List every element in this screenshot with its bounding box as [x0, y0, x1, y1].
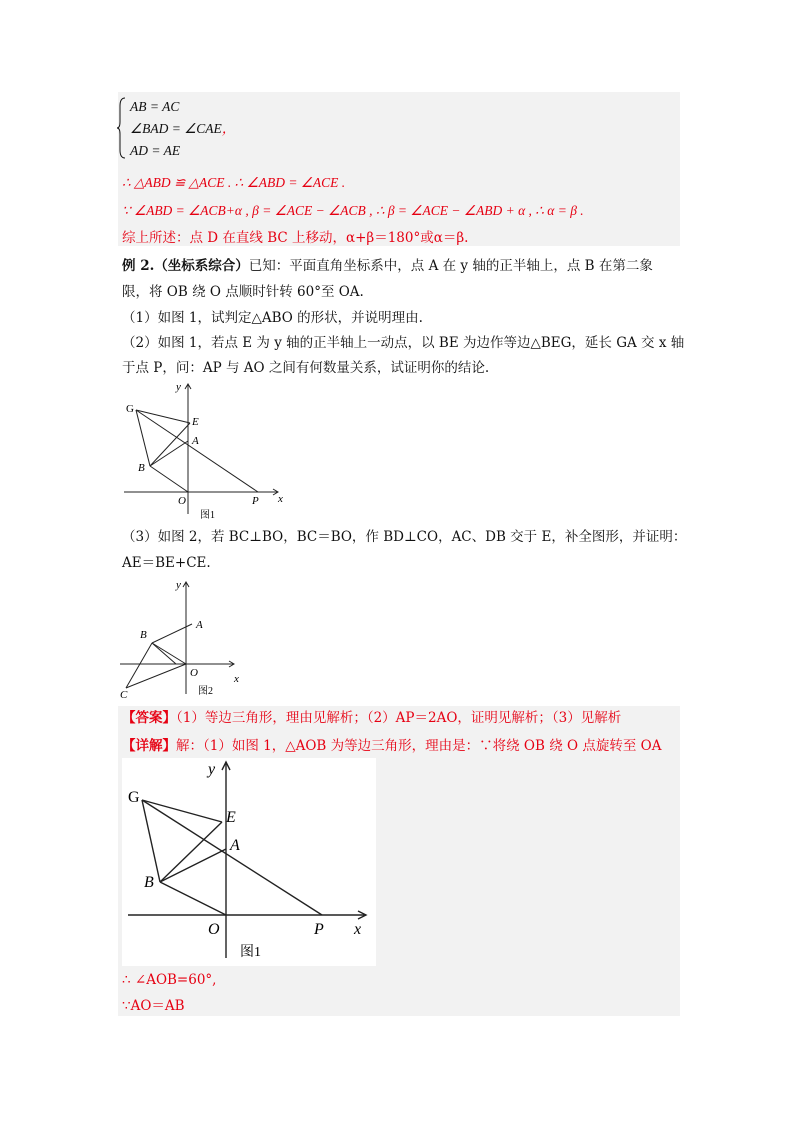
equation-2	[130, 119, 235, 139]
example-text-1: 已知：平面直角坐标系中，点 A 在 y 轴的正半轴上，点 B 在第二象	[248, 258, 653, 274]
fig3-label-e: E	[226, 809, 236, 826]
fig2-label-c: C	[120, 689, 128, 701]
fig3-label-g: G	[128, 789, 140, 806]
fig2-caption: 图2	[198, 686, 213, 697]
fig2-label-y: y	[176, 579, 181, 591]
fig2-label-b: B	[140, 629, 147, 641]
fig1-label-y: y	[176, 381, 181, 393]
fig1-label-e: E	[192, 416, 199, 428]
fig1-label-b: B	[138, 462, 145, 474]
example-tag: （坐标系综合）	[154, 258, 249, 274]
fig2-label-o: O	[190, 667, 198, 679]
fig3-label-b: B	[144, 874, 154, 891]
fig3-caption: 图1	[240, 945, 261, 960]
equation-2-text: ∠BAD = ∠CAE	[130, 121, 222, 136]
answer-tag: 【答案】	[122, 710, 176, 726]
solution-box-top	[118, 92, 680, 246]
congruence-line: ∴ △ABD ≌ △ACE . ∴ ∠ABD = ∠ACE .	[122, 175, 346, 190]
fig1-label-x: x	[278, 493, 283, 505]
question-1: （1）如图 1，试判定△ABO 的形状，并说明理由.	[122, 310, 423, 326]
question-2-a: （2）如图 1，若点 E 为 y 轴的正半轴上一动点，以 BE 为边作等边△BEG，延长 GA 交 x 轴	[122, 335, 685, 351]
question-2-b: 于点 P，问：AP 与 AO 之间有何数量关系，试证明你的结论.	[122, 360, 490, 376]
figure-1-large	[122, 758, 376, 966]
conclusion-1: ∴ ∠AOB=60°,	[122, 972, 217, 988]
question-3-a: （3）如图 2，若 BC⊥BO，BC＝BO，作 BD⊥CO，AC、DB 交于 E，补全图形，并证明：	[122, 529, 687, 545]
fig2-label-a: A	[196, 619, 203, 631]
equation-comma: ，	[221, 121, 236, 136]
detail-text: 解：（1）如图 1，△AOB 为等边三角形，理由是：∵将绕 OB 绕 O 点旋转至 OA	[176, 738, 662, 754]
fig1-label-g: G	[126, 403, 134, 415]
angle-relation-line: ∵ ∠ABD = ∠ACB+α , β = ∠ACE − ∠ACB , ∴ β = ∠ACE − ∠ABD + α , ∴ α = β .	[122, 203, 584, 218]
detail-tag: 【详解】	[122, 738, 176, 754]
fig1-label-a: A	[192, 435, 199, 447]
example-2-line-1	[122, 256, 653, 276]
fig3-label-p: P	[314, 921, 324, 938]
detail-line	[122, 736, 661, 756]
question-3-b: AE＝BE+CE.	[122, 555, 211, 571]
fig1-label-p: P	[252, 495, 259, 507]
fig3-label-x: x	[354, 921, 362, 938]
example-2-line-2: 限，将 OB 绕 O 点顺时针转 60°至 OA.	[122, 284, 364, 300]
equation-3: AD = AE	[130, 143, 181, 158]
answer-line	[122, 708, 621, 728]
equation-1: AB = AC	[130, 99, 180, 114]
fig3-label-o: O	[208, 921, 220, 938]
fig3-label-a: A	[230, 837, 240, 854]
fig3-label-y: y	[208, 761, 216, 778]
fig2-label-x: x	[234, 673, 239, 685]
example-label: 例 2.	[122, 258, 155, 274]
figure-2	[116, 576, 246, 702]
figure-1-small	[118, 376, 298, 522]
summary-line: 综上所述：点 D 在直线 BC 上移动，α+β＝180°或α＝β.	[122, 230, 469, 246]
fig1-label-o: O	[178, 495, 186, 507]
answer-text: （1）等边三角形，理由见解析；（2）AP＝2AO，证明见解析；（3）见解析	[176, 710, 622, 726]
fig1-caption: 图1	[200, 510, 215, 521]
conclusion-2: ∵AO＝AB	[122, 998, 185, 1014]
brace-icon	[117, 96, 127, 160]
